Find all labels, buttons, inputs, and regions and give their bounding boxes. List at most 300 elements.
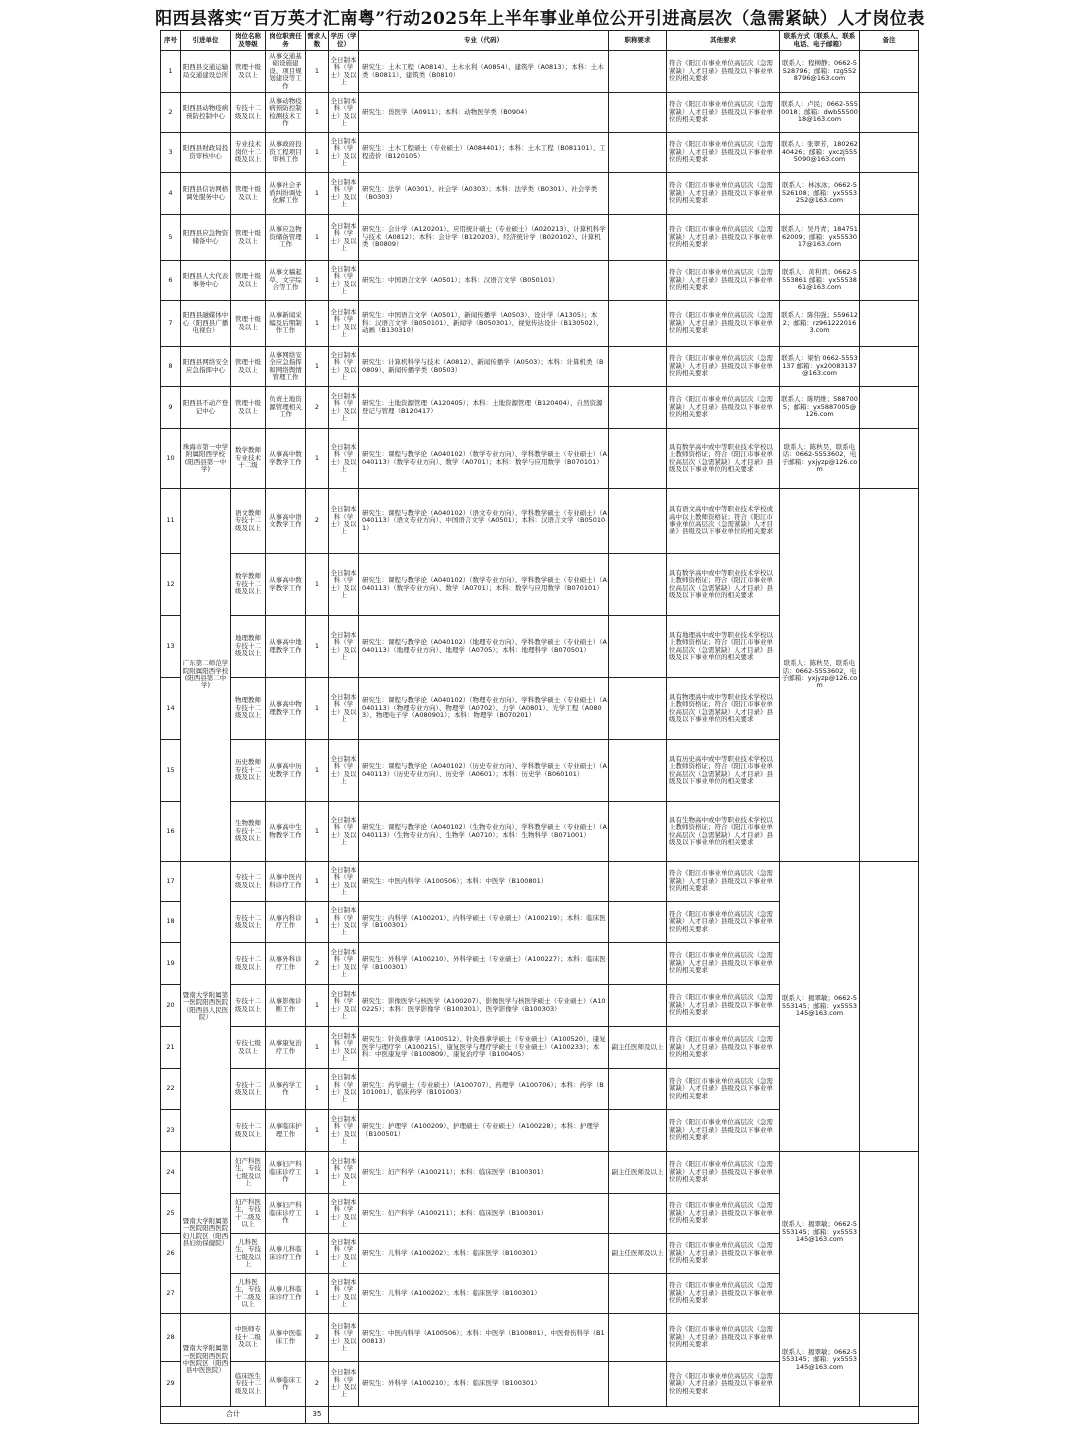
major-requirement: 研究生：中国语言文学（A0501）、新闻传播学（A0503）、设计学（A1305）；本科：汉语言文学（B050101）、新闻学（B050301）、视觉传达设计（B130502）、动画（B130310）: [359, 301, 609, 347]
post-name: 管理十级及以上: [231, 301, 266, 347]
remark: [860, 489, 919, 862]
unit-name: 阳西县网络安全应急指挥中心: [181, 347, 231, 387]
degree-requirement: 全日制本科（学士）及以上: [329, 1110, 359, 1152]
post-duty: 从事高中物理教学工作: [266, 678, 306, 740]
major-requirement: 研究生：课程与教学论（A040102）（数学专业方向）、学科教学硕士（专业硕士）（A040113）（数学专业方向）、数学（A0701）；本科：数学与应用数学（B070101）: [359, 554, 609, 616]
post-duty: 从事儿科临床诊疗工作: [266, 1234, 306, 1274]
post-duty: 从事高中生物教学工作: [266, 802, 306, 862]
major-requirement: 研究生：中国语言文学（A0501）；本科：汉语言文学（B050101）: [359, 261, 609, 301]
other-requirement: 符合《阳江市事业单位高层次（急需紧缺）人才目录》县级及以下事业单位的相关要求: [667, 985, 780, 1027]
title-requirement: [609, 678, 667, 740]
contact-info: 联系人：吴丹青；18475162009；邮箱：yx5553017@163.com: [780, 215, 860, 261]
title-requirement: [609, 740, 667, 802]
degree-requirement: 全日制本科（学士）及以上: [329, 1274, 359, 1314]
headcount: 1: [306, 862, 329, 902]
unit-name: 暨南大学附属第一医院阳西医院（阳西县人民医院）: [181, 862, 231, 1152]
remark: [860, 51, 919, 93]
headcount: 2: [306, 943, 329, 985]
post-name: 专业技术岗位十二级及以上: [231, 133, 266, 173]
headcount: 1: [306, 1194, 329, 1234]
post-name: 管理十级及以上: [231, 215, 266, 261]
table-row: [161, 862, 919, 902]
headcount: 1: [306, 1152, 329, 1194]
title-requirement: 副主任医师及以上: [609, 1027, 667, 1069]
row-number: 12: [161, 554, 181, 616]
row-number: 10: [161, 429, 181, 489]
row-number: 13: [161, 616, 181, 678]
remark: [860, 1314, 919, 1407]
row-number: 29: [161, 1362, 181, 1407]
post-duty: 负责土地资源管理相关工作: [266, 387, 306, 429]
title-requirement: [609, 1194, 667, 1234]
major-requirement: 研究生：课程与教学论（A040102）（历史专业方向）、学科教学硕士（专业硕士）（A040113）（历史专业方向）、历史学（A0601）；本科：历史学（B060101）: [359, 740, 609, 802]
title-requirement: [609, 1069, 667, 1110]
other-requirement: 符合《阳江市事业单位高层次（急需紧缺）人才目录》县级及以下事业单位的相关要求: [667, 173, 780, 215]
other-requirement: 符合《阳江市事业单位高层次（急需紧缺）人才目录》县级及以下事业单位的相关要求: [667, 93, 780, 133]
major-requirement: 研究生：法学（A0301）、社会学（A0303）；本科：法学类（B0301）、社会学类（B0303）: [359, 173, 609, 215]
remark: [860, 429, 919, 489]
total-filler: [329, 1407, 919, 1424]
headcount: 1: [306, 261, 329, 301]
unit-name: 暨南大学附属第一医院阳西医院妇儿院区（阳西县妇幼保健院）: [181, 1152, 231, 1314]
row-number: 24: [161, 1152, 181, 1194]
post-duty: 从事动物疫病预防控制检测技术工作: [266, 93, 306, 133]
col-header: 岗位职责任务: [266, 31, 306, 51]
table-row: [161, 51, 919, 93]
post-duty: 从事中医内科诊疗工作: [266, 862, 306, 902]
post-name: 专技十二级及以上: [231, 93, 266, 133]
table-row: [161, 301, 919, 347]
unit-name: 珠海市第一中学附属阳西学校(阳西县第一中学): [181, 429, 231, 489]
other-requirement: 具有物理高中或中等职业技术学校以上教师资格证；符合《阳江市事业单位高层次（急需紧缺）人才目录》县级及以下事业单位的相关要求: [667, 678, 780, 740]
other-requirement: 具有数学高中或中等职业技术学校以上教师资格证；符合《阳江市事业单位高层次（急需紧缺）人才目录》县级及以下事业单位的相关要求: [667, 429, 780, 489]
post-duty: 从事高中历史教学工作: [266, 740, 306, 802]
post-duty: 从事新闻采编及后期制作工作: [266, 301, 306, 347]
title-requirement: [609, 215, 667, 261]
headcount: 1: [306, 985, 329, 1027]
other-requirement: 具有地理高中或中等职业技术学校以上教师资格证；符合《阳江市事业单位高层次（急需紧缺）人才目录》县级及以下事业单位的相关要求: [667, 616, 780, 678]
row-number: 27: [161, 1274, 181, 1314]
row-number: 14: [161, 678, 181, 740]
row-number: 16: [161, 802, 181, 862]
degree-requirement: 全日制本科（学士）及以上: [329, 173, 359, 215]
post-duty: 从事康复治疗工作: [266, 1027, 306, 1069]
degree-requirement: 全日制本科（学士）及以上: [329, 862, 359, 902]
title-requirement: 副主任医师及以上: [609, 1234, 667, 1274]
other-requirement: 符合《阳江市事业单位高层次（急需紧缺）人才目录》县级及以下事业单位的相关要求: [667, 1027, 780, 1069]
other-requirement: 符合《阳江市事业单位高层次（急需紧缺）人才目录》县级及以下事业单位的相关要求: [667, 943, 780, 985]
remark: [860, 173, 919, 215]
headcount: 1: [306, 301, 329, 347]
degree-requirement: 全日制本科（学士）及以上: [329, 93, 359, 133]
title-requirement: [609, 261, 667, 301]
col-header: 岗位名称及等级: [231, 31, 266, 51]
col-header: 联系方式（联系人、联系电话、电子邮箱）: [780, 31, 860, 51]
post-name: 管理十级及以上: [231, 347, 266, 387]
post-duty: 从事临床护理工作: [266, 1110, 306, 1152]
major-requirement: 研究生：土木工程硕士（专业硕士）（A084401）；本科：土木工程（B081101）、工程造价（B120105）: [359, 133, 609, 173]
headcount: 1: [306, 347, 329, 387]
post-name: 语文教师专技十二级及以上: [231, 489, 266, 554]
post-name: 专技十二级及以上: [231, 1069, 266, 1110]
unit-name: 阳西县信访网格调处服务中心: [181, 173, 231, 215]
degree-requirement: 全日制本科（学士）及以上: [329, 678, 359, 740]
unit-name: 阳西县不动产登记中心: [181, 387, 231, 429]
degree-requirement: 全日制本科（学士）及以上: [329, 1069, 359, 1110]
contact-info: 联系人：揭翠敏；0662-5553145；邮箱：yx5553145@163.com: [780, 862, 860, 1152]
major-requirement: 研究生：儿科学（A100202）；本科：临床医学（B100301）: [359, 1234, 609, 1274]
major-requirement: 研究生：中医内科学（A100506）；本科：中医学（B100801）: [359, 862, 609, 902]
degree-requirement: 全日制本科（学士）及以上: [329, 1194, 359, 1234]
row-number: 22: [161, 1069, 181, 1110]
col-header: 序号: [161, 31, 181, 51]
major-requirement: 研究生：针灸推拿学（A100512）、针灸推拿学硕士（专业硕士）（A100520）、康复医学与理疗学（A100215）、康复医学与理疗学硕士（专业硕士）（A100233）；本科：中医康复学（B100809）、康复治疗学（B100405）: [359, 1027, 609, 1069]
row-number: 28: [161, 1314, 181, 1362]
title-requirement: [609, 1362, 667, 1407]
positions-table: [160, 30, 919, 1424]
row-number: 17: [161, 862, 181, 902]
row-number: 6: [161, 261, 181, 301]
other-requirement: 符合《阳江市事业单位高层次（急需紧缺）人才目录》县级及以下事业单位的相关要求: [667, 1194, 780, 1234]
post-duty: 从事影像诊断工作: [266, 985, 306, 1027]
row-number: 15: [161, 740, 181, 802]
title-requirement: [609, 489, 667, 554]
row-number: 4: [161, 173, 181, 215]
col-header: 专业（代码）: [359, 31, 609, 51]
title-requirement: [609, 429, 667, 489]
unit-name: 阳西县应急物资储备中心: [181, 215, 231, 261]
major-requirement: 研究生：课程与教学论（A040102）（数学专业方向）、学科教学硕士（专业硕士）（A040113）（数学专业方向）、数学（A0701）；本科：数学与应用数学（B070101）: [359, 429, 609, 489]
total-row: [161, 1407, 919, 1424]
row-number: 25: [161, 1194, 181, 1234]
other-requirement: 符合《阳江市事业单位高层次（急需紧缺）人才目录》县级及以下事业单位的相关要求: [667, 301, 780, 347]
post-name: 专技十二级及以上: [231, 1110, 266, 1152]
degree-requirement: 全日制本科（学士）及以上: [329, 802, 359, 862]
other-requirement: 符合《阳江市事业单位高层次（急需紧缺）人才目录》县级及以下事业单位的相关要求: [667, 1234, 780, 1274]
title-requirement: [609, 133, 667, 173]
degree-requirement: 全日制本科（学士）及以上: [329, 347, 359, 387]
other-requirement: 具有语文高中或中等职业技术学校或高中以上教师资格证；符合《阳江市事业单位高层次（急需紧缺）人才目录》县级及以下事业单位的相关要求: [667, 489, 780, 554]
title-requirement: [609, 1110, 667, 1152]
major-requirement: 研究生：药学硕士（专业硕士）（A100707）、药理学（A100706）；本科：药学（B101001）、临床药学（B101003）: [359, 1069, 609, 1110]
post-duty: 从事网络安全应急指挥和网络舆情管理工作: [266, 347, 306, 387]
table-body: [161, 51, 919, 1424]
other-requirement: 符合《阳江市事业单位高层次（急需紧缺）人才目录》县级及以下事业单位的相关要求: [667, 1274, 780, 1314]
table-row: [161, 429, 919, 489]
post-duty: 从事外科诊疗工作: [266, 943, 306, 985]
degree-requirement: 全日制本科（学士）及以上: [329, 387, 359, 429]
contact-info: 联系人：黄利君；0662-5553861 邮箱：yx5553861@163.com: [780, 261, 860, 301]
post-duty: 从事应急物资储备管理工作: [266, 215, 306, 261]
headcount: 1: [306, 1027, 329, 1069]
row-number: 8: [161, 347, 181, 387]
row-number: 21: [161, 1027, 181, 1069]
major-requirement: 研究生：会计学（A120201）、应用统计硕士（专业硕士）（A020213）、计算机科学与技术（A0812）；本科：会计学（B120203）、经济统计学（B020102）、计算机类（B0809）: [359, 215, 609, 261]
headcount: 1: [306, 616, 329, 678]
other-requirement: 符合《阳江市事业单位高层次（急需紧缺）人才目录》县级及以下事业单位的相关要求: [667, 215, 780, 261]
post-name: 专技七级及以上: [231, 1027, 266, 1069]
major-requirement: 研究生：兽医学（A0911）；本科：动物医学类（B0904）: [359, 93, 609, 133]
headcount: 1: [306, 1234, 329, 1274]
major-requirement: 研究生：计算机科学与技术（A0812）、新闻传播学（A0503）；本科：计算机类（B0809）、新闻传播学类（B0503）: [359, 347, 609, 387]
remark: [860, 862, 919, 1152]
post-name: 生物教师专技十二级及以上: [231, 802, 266, 862]
contact-info: 联系人：揭翠敏；0662-5553145；邮箱：yx5553145@163.com: [780, 1314, 860, 1407]
post-name: 专技十二级及以上: [231, 902, 266, 943]
table-row: [161, 93, 919, 133]
table-row: [161, 489, 919, 554]
remark: [860, 93, 919, 133]
table-row: [161, 347, 919, 387]
headcount: 1: [306, 429, 329, 489]
post-name: 专技十二级及以上: [231, 862, 266, 902]
post-duty: 从事儿科临床诊疗工作: [266, 1274, 306, 1314]
other-requirement: 符合《阳江市事业单位高层次（急需紧缺）人才目录》县级及以下事业单位的相关要求: [667, 1362, 780, 1407]
post-duty: 从事临床工作: [266, 1362, 306, 1407]
title-requirement: [609, 1274, 667, 1314]
table-row: [161, 261, 919, 301]
contact-info: 联系人：梁怡 0662-5553137 邮箱：yx20083137@163.com: [780, 347, 860, 387]
other-requirement: 符合《阳江市事业单位高层次（急需紧缺）人才目录》县级及以下事业单位的相关要求: [667, 261, 780, 301]
post-name: 专技十二级及以上: [231, 985, 266, 1027]
contact-info: 联系人：陈秋昊，联系电话：0662-5553602，电子邮箱：yxjyzp@126.com: [780, 429, 860, 489]
degree-requirement: 全日制本科（学士）及以上: [329, 133, 359, 173]
post-name: 管理十级及以上: [231, 173, 266, 215]
other-requirement: 符合《阳江市事业单位高层次（急需紧缺）人才目录》县级及以下事业单位的相关要求: [667, 1152, 780, 1194]
post-name: 儿科医生，专技十二级及以上: [231, 1274, 266, 1314]
headcount: 2: [306, 387, 329, 429]
headcount: 1: [306, 133, 329, 173]
title-requirement: [609, 347, 667, 387]
contact-info: 联系人：卢民；0662-5550018；邮箱：dwb5550018@163.com: [780, 93, 860, 133]
major-requirement: 研究生：课程与教学论（A040102）（语文专业方向）、学科教学硕士（专业硕士）（A040113）（语文专业方向）、中国语言文学（A0501）；本科：汉语言文学（B050101）: [359, 489, 609, 554]
other-requirement: 符合《阳江市事业单位高层次（急需紧缺）人才目录》县级及以下事业单位的相关要求: [667, 862, 780, 902]
post-duty: 从事社会矛盾纠纷调处化解工作: [266, 173, 306, 215]
headcount: 1: [306, 902, 329, 943]
col-header: 其他要求: [667, 31, 780, 51]
headcount: 1: [306, 802, 329, 862]
post-name: 数学教师专业技术十二级: [231, 429, 266, 489]
post-duty: 从事政府投资工程项目审核工作: [266, 133, 306, 173]
other-requirement: 具有数学高中或中等职业技术学校以上教师资格证；符合《阳江市事业单位高层次（急需紧缺）人才目录》县级及以下事业单位的相关要求: [667, 554, 780, 616]
row-number: 19: [161, 943, 181, 985]
contact-info: 联系人：林冰冰；0662-5526108；邮箱：yx5553252@163.com: [780, 173, 860, 215]
degree-requirement: 全日制本科（学士）及以上: [329, 301, 359, 347]
header-row: [161, 31, 919, 51]
row-number: 1: [161, 51, 181, 93]
post-duty: 从事妇产科临床诊疗工作: [266, 1194, 306, 1234]
col-header: 需求人数: [306, 31, 329, 51]
degree-requirement: 全日制本科（学士）及以上: [329, 740, 359, 802]
major-requirement: 研究生：课程与教学论（A040102）（生物专业方向）、学科教学硕士（专业硕士）（A040113）（生物专业方向）、生物学（A0710）；本科：生物科学（B071001）: [359, 802, 609, 862]
unit-name: 阳西县动物疫病预防控制中心: [181, 93, 231, 133]
table-row: [161, 387, 919, 429]
post-name: 中医师专技十二级及以上: [231, 1314, 266, 1362]
post-name: 儿科医生，专技七级及以上: [231, 1234, 266, 1274]
unit-name: 阳西县财政局投资审核中心: [181, 133, 231, 173]
degree-requirement: 全日制本科（学士）及以上: [329, 489, 359, 554]
post-name: 管理十级及以上: [231, 387, 266, 429]
page-title: 阳西县落实“百万英才汇南粤”行动2025年上半年事业单位公开引进高层次（急需紧缺）人才岗位表: [155, 9, 925, 29]
row-number: 11: [161, 489, 181, 554]
title-requirement: [609, 93, 667, 133]
contact-info: 联系人：陈明维；5887005；邮箱：yx5887005@126.com: [780, 387, 860, 429]
contact-info: 联系人：程柳静；0662-5528796；邮箱：rzg5528796@163.com: [780, 51, 860, 93]
contact-info: 联系人：张翠芳，18026240426；邮箱：yxczj5555090@163.com: [780, 133, 860, 173]
degree-requirement: 全日制本科（学士）及以上: [329, 554, 359, 616]
other-requirement: 符合《阳江市事业单位高层次（急需紧缺）人才目录》县级及以下事业单位的相关要求: [667, 347, 780, 387]
other-requirement: 符合《阳江市事业单位高层次（急需紧缺）人才目录》县级及以下事业单位的相关要求: [667, 51, 780, 93]
post-duty: 从事高中数学教学工作: [266, 429, 306, 489]
post-name: 管理十级及以上: [231, 261, 266, 301]
title-requirement: [609, 985, 667, 1027]
other-requirement: 具有历史高中或中等职业技术学校以上教师资格证；符合《阳江市事业单位高层次（急需紧缺）人才目录》县级及以下事业单位的相关要求: [667, 740, 780, 802]
degree-requirement: 全日制本科（学士）及以上: [329, 1234, 359, 1274]
degree-requirement: 全日制本科（学士）及以上: [329, 943, 359, 985]
table-row: [161, 1152, 919, 1194]
post-duty: 从事交通基础设施建设、项目规划建设等工作: [266, 51, 306, 93]
title-requirement: [609, 554, 667, 616]
table-row: [161, 173, 919, 215]
post-name: 历史教师专技十二级及以上: [231, 740, 266, 802]
unit-name: 暨南大学附属第一医院阳西医院中医院区（阳西县中医医院）: [181, 1314, 231, 1407]
post-name: 数学教师专技十二级及以上: [231, 554, 266, 616]
degree-requirement: 全日制本科（学士）及以上: [329, 1152, 359, 1194]
degree-requirement: 全日制本科（学士）及以上: [329, 215, 359, 261]
post-name: 临床医生专技十二级及以上: [231, 1362, 266, 1407]
table-row: [161, 1314, 919, 1362]
title-requirement: [609, 862, 667, 902]
headcount: 1: [306, 1069, 329, 1110]
contact-info: 联系人：陈伟强；5596122；邮箱：rz9612220163.com: [780, 301, 860, 347]
row-number: 7: [161, 301, 181, 347]
col-header: 引进单位: [181, 31, 231, 51]
headcount: 1: [306, 173, 329, 215]
post-duty: 从事高中地理教学工作: [266, 616, 306, 678]
title-requirement: [609, 943, 667, 985]
title-requirement: 副主任医师及以上: [609, 1152, 667, 1194]
post-duty: 从事高中数学教学工作: [266, 554, 306, 616]
unit-name: 阳西县人大代表事务中心: [181, 261, 231, 301]
major-requirement: 研究生：土木工程（A0814）、土木水利（A0854）、建筑学（A0813）；本科：土木类（B0811）、建筑类（B0810）: [359, 51, 609, 93]
total-label: 合计: [161, 1407, 306, 1424]
row-number: 18: [161, 902, 181, 943]
headcount: 1: [306, 678, 329, 740]
row-number: 20: [161, 985, 181, 1027]
title-requirement: [609, 902, 667, 943]
degree-requirement: 全日制本科（学士）及以上: [329, 261, 359, 301]
headcount: 1: [306, 215, 329, 261]
headcount: 1: [306, 740, 329, 802]
remark: [860, 387, 919, 429]
degree-requirement: 全日制本科（学士）及以上: [329, 985, 359, 1027]
remark: [860, 301, 919, 347]
title-requirement: [609, 173, 667, 215]
remark: [860, 1152, 919, 1314]
row-number: 26: [161, 1234, 181, 1274]
post-name: 管理十级及以上: [231, 51, 266, 93]
post-name: 专技十二级及以上: [231, 943, 266, 985]
unit-name: 广东第二师范学院附属阳西学校(阳西县第二中学): [181, 489, 231, 862]
post-duty: 从事中医临床工作: [266, 1314, 306, 1362]
other-requirement: 符合《阳江市事业单位高层次（急需紧缺）人才目录》县级及以下事业单位的相关要求: [667, 1069, 780, 1110]
major-requirement: 研究生：妇产科学（A100211）；本科：临床医学（B100301）: [359, 1152, 609, 1194]
degree-requirement: 全日制本科（学士）及以上: [329, 1314, 359, 1362]
col-header: 职称要求: [609, 31, 667, 51]
headcount: 1: [306, 1110, 329, 1152]
col-header: 备注: [860, 31, 919, 51]
other-requirement: 符合《阳江市事业单位高层次（急需紧缺）人才目录》县级及以下事业单位的相关要求: [667, 387, 780, 429]
title-requirement: [609, 51, 667, 93]
title-requirement: [609, 616, 667, 678]
degree-requirement: 全日制本科（学士）及以上: [329, 1027, 359, 1069]
major-requirement: 研究生：外科学（A100210）、外科学硕士（专业硕士）（A100227）；本科：临床医学（B100301）: [359, 943, 609, 985]
row-number: 9: [161, 387, 181, 429]
major-requirement: 研究生：妇产科学（A100211）；本科：临床医学（B100301）: [359, 1194, 609, 1234]
headcount: 1: [306, 51, 329, 93]
major-requirement: 研究生：儿科学（A100202）；本科：临床医学（B100301）: [359, 1274, 609, 1314]
title-requirement: [609, 301, 667, 347]
post-duty: 从事药学工作: [266, 1069, 306, 1110]
degree-requirement: 全日制本科（学士）及以上: [329, 51, 359, 93]
remark: [860, 215, 919, 261]
contact-info: 联系人：陈秋昊，联系电话：0662-5553602，电子邮箱：yxjyzp@126.com: [780, 489, 860, 862]
post-duty: 从事文稿起草、文字综合等工作: [266, 261, 306, 301]
other-requirement: 符合《阳江市事业单位高层次（急需紧缺）人才目录》县级及以下事业单位的相关要求: [667, 1110, 780, 1152]
title-requirement: [609, 387, 667, 429]
table-row: [161, 133, 919, 173]
headcount: 2: [306, 1362, 329, 1407]
degree-requirement: 全日制本科（学士）及以上: [329, 902, 359, 943]
contact-info: 联系人：揭翠敏；0662-5553145；邮箱：yx5553145@163.com: [780, 1152, 860, 1314]
major-requirement: 研究生：影像医学与核医学（A100207）、影像医学与核医学硕士（专业硕士）（A100225）；本科：医学影像学（B100301）、医学影像学（B100303）: [359, 985, 609, 1027]
row-number: 3: [161, 133, 181, 173]
other-requirement: 符合《阳江市事业单位高层次（急需紧缺）人才目录》县级及以下事业单位的相关要求: [667, 1314, 780, 1362]
other-requirement: 符合《阳江市事业单位高层次（急需紧缺）人才目录》县级及以下事业单位的相关要求: [667, 902, 780, 943]
major-requirement: 研究生：课程与教学论（A040102）（地理专业方向）、学科教学硕士（专业硕士）（A040113）（地理专业方向）、地理学（A0705）；本科：地理科学（B070501）: [359, 616, 609, 678]
major-requirement: 研究生：护理学（A100209）、护理硕士（专业硕士）（A100228）；本科：护理学（B100501）: [359, 1110, 609, 1152]
major-requirement: 研究生：课程与教学论（A040102）（物理专业方向）、学科教学硕士（专业硕士）（A040113）（物理专业方向）、物理学（A0702）、力学（A0801）、光学工程（A0803）、物理电子学（A080901）；本科：物理学（B070201）: [359, 678, 609, 740]
post-name: 地理教师专技十二级及以上: [231, 616, 266, 678]
remark: [860, 133, 919, 173]
headcount: 2: [306, 1314, 329, 1362]
headcount: 1: [306, 93, 329, 133]
major-requirement: 研究生：内科学（A100201）、内科学硕士（专业硕士）（A100219）；本科：临床医学（B100301）: [359, 902, 609, 943]
major-requirement: 研究生：外科学（A100210）；本科：临床医学（B100301）: [359, 1362, 609, 1407]
major-requirement: 研究生：土地资源管理（A120405）；本科：土地资源管理（B120404）、自然资源登记与管理（B120417）: [359, 387, 609, 429]
post-name: 妇产科医生，专技七级及以上: [231, 1152, 266, 1194]
row-number: 5: [161, 215, 181, 261]
row-number: 23: [161, 1110, 181, 1152]
degree-requirement: 全日制本科（学士）及以上: [329, 616, 359, 678]
post-duty: 从事内科诊疗工作: [266, 902, 306, 943]
other-requirement: 具有生物高中或中等职业技术学校以上教师资格证；符合《阳江市事业单位高层次（急需紧缺）人才目录》县级及以下事业单位的相关要求: [667, 802, 780, 862]
headcount: 2: [306, 489, 329, 554]
title-requirement: [609, 1314, 667, 1362]
title-requirement: [609, 802, 667, 862]
degree-requirement: 全日制本科（学士）及以上: [329, 429, 359, 489]
unit-name: 阳西县融媒体中心（阳西县广播电视台）: [181, 301, 231, 347]
remark: [860, 347, 919, 387]
table-row: [161, 215, 919, 261]
col-header: 学历（学位）: [329, 31, 359, 51]
row-number: 2: [161, 93, 181, 133]
headcount: 1: [306, 554, 329, 616]
post-duty: 从事妇产科临床诊疗工作: [266, 1152, 306, 1194]
post-name: 物理教师专技十二级及以上: [231, 678, 266, 740]
unit-name: 阳西县交通运输局交通建设总所: [181, 51, 231, 93]
major-requirement: 研究生：中医内科学（A100506）；本科：中医学（B100801）、中医骨伤科学（B100813）: [359, 1314, 609, 1362]
